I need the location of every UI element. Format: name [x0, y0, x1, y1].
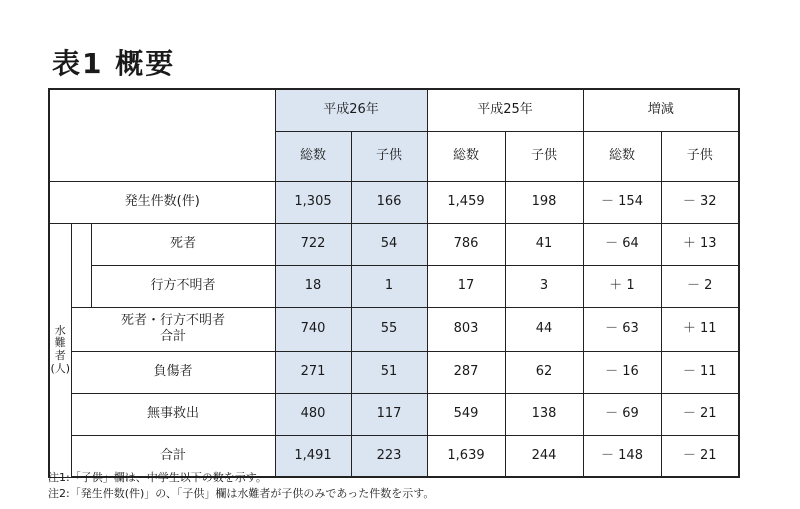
row-label-line: 合計: [159, 329, 186, 344]
value-cell: 3: [505, 265, 583, 307]
value-cell: 271: [275, 351, 351, 393]
table-row: [49, 393, 739, 435]
value-cell: 786: [427, 223, 505, 265]
value-cell: － 21: [661, 435, 739, 477]
value-cell: ＋ 1: [583, 265, 661, 307]
table-row: [49, 265, 739, 307]
header-sub-h26-child: 子供: [351, 131, 427, 181]
table-row: [49, 307, 739, 351]
value-cell: 117: [351, 393, 427, 435]
value-cell: 62: [505, 351, 583, 393]
page-title: 表1 概要: [52, 47, 176, 80]
header-sub-h26-total: 総数: [275, 131, 351, 181]
value-cell: 55: [351, 307, 427, 351]
value-cell: 138: [505, 393, 583, 435]
category-victims-cell: [49, 223, 71, 477]
value-cell: 1: [351, 265, 427, 307]
value-cell: 51: [351, 351, 427, 393]
value-cell: ＋ 13: [661, 223, 739, 265]
category-unit: (人): [50, 361, 71, 375]
header-row-groups: [49, 89, 739, 131]
value-cell: 17: [427, 265, 505, 307]
footnote: 注2:「発生件数(件)」の、「子供」欄は水難者が子供のみであった件数を示す。: [48, 487, 435, 500]
header-sub-change-child: 子供: [661, 131, 739, 181]
value-cell: － 148: [583, 435, 661, 477]
value-cell: 1,459: [427, 181, 505, 223]
row-label-line: 死者・行方不明者: [120, 313, 225, 329]
subgroup-bracket-cell: [71, 223, 91, 307]
footnote: 注1:「子供」欄は、中学生以下の数を示す。: [48, 471, 267, 484]
value-cell: 803: [427, 307, 505, 351]
summary-table: [48, 88, 740, 478]
value-cell: 223: [351, 435, 427, 477]
value-cell: － 2: [661, 265, 739, 307]
header-sub-h25-child: 子供: [505, 131, 583, 181]
value-cell: 549: [427, 393, 505, 435]
category-char: 者: [54, 349, 66, 362]
value-cell: 198: [505, 181, 583, 223]
row-label-incidents: 発生件数(件): [49, 181, 275, 223]
summary-table-container: [48, 88, 740, 478]
value-cell: 722: [275, 223, 351, 265]
category-char: 水: [54, 323, 66, 337]
row-label-rescued: 無事救出: [71, 393, 275, 435]
value-cell: 166: [351, 181, 427, 223]
row-label-injured: 負傷者: [71, 351, 275, 393]
header-group-h26: 平成26年: [275, 89, 427, 131]
value-cell: ＋ 11: [661, 307, 739, 351]
row-label-missing: 行方不明者: [91, 265, 275, 307]
value-cell: － 16: [583, 351, 661, 393]
header-sub-h25-total: 総数: [427, 131, 505, 181]
footnotes: [48, 470, 434, 502]
value-cell: 1,305: [275, 181, 351, 223]
value-cell: 1,639: [427, 435, 505, 477]
category-char: 難: [54, 336, 66, 350]
header-group-change: 増減: [583, 89, 739, 131]
row-label-total: 合計: [71, 435, 275, 477]
header-corner-cell: [49, 89, 275, 181]
value-cell: 740: [275, 307, 351, 351]
value-cell: － 32: [661, 181, 739, 223]
row-label-deaths-missing-total: [71, 307, 275, 351]
header-group-h25: 平成25年: [427, 89, 583, 131]
row-label-deaths: 死者: [91, 223, 275, 265]
value-cell: 18: [275, 265, 351, 307]
value-cell: － 154: [583, 181, 661, 223]
value-cell: 287: [427, 351, 505, 393]
value-cell: 1,491: [275, 435, 351, 477]
value-cell: － 63: [583, 307, 661, 351]
value-cell: － 69: [583, 393, 661, 435]
value-cell: － 64: [583, 223, 661, 265]
header-sub-change-total: 総数: [583, 131, 661, 181]
value-cell: 480: [275, 393, 351, 435]
table-row: [49, 223, 739, 265]
value-cell: 41: [505, 223, 583, 265]
value-cell: 244: [505, 435, 583, 477]
value-cell: － 21: [661, 393, 739, 435]
value-cell: － 11: [661, 351, 739, 393]
value-cell: 44: [505, 307, 583, 351]
table-row: [49, 181, 739, 223]
value-cell: 54: [351, 223, 427, 265]
table-row: [49, 351, 739, 393]
